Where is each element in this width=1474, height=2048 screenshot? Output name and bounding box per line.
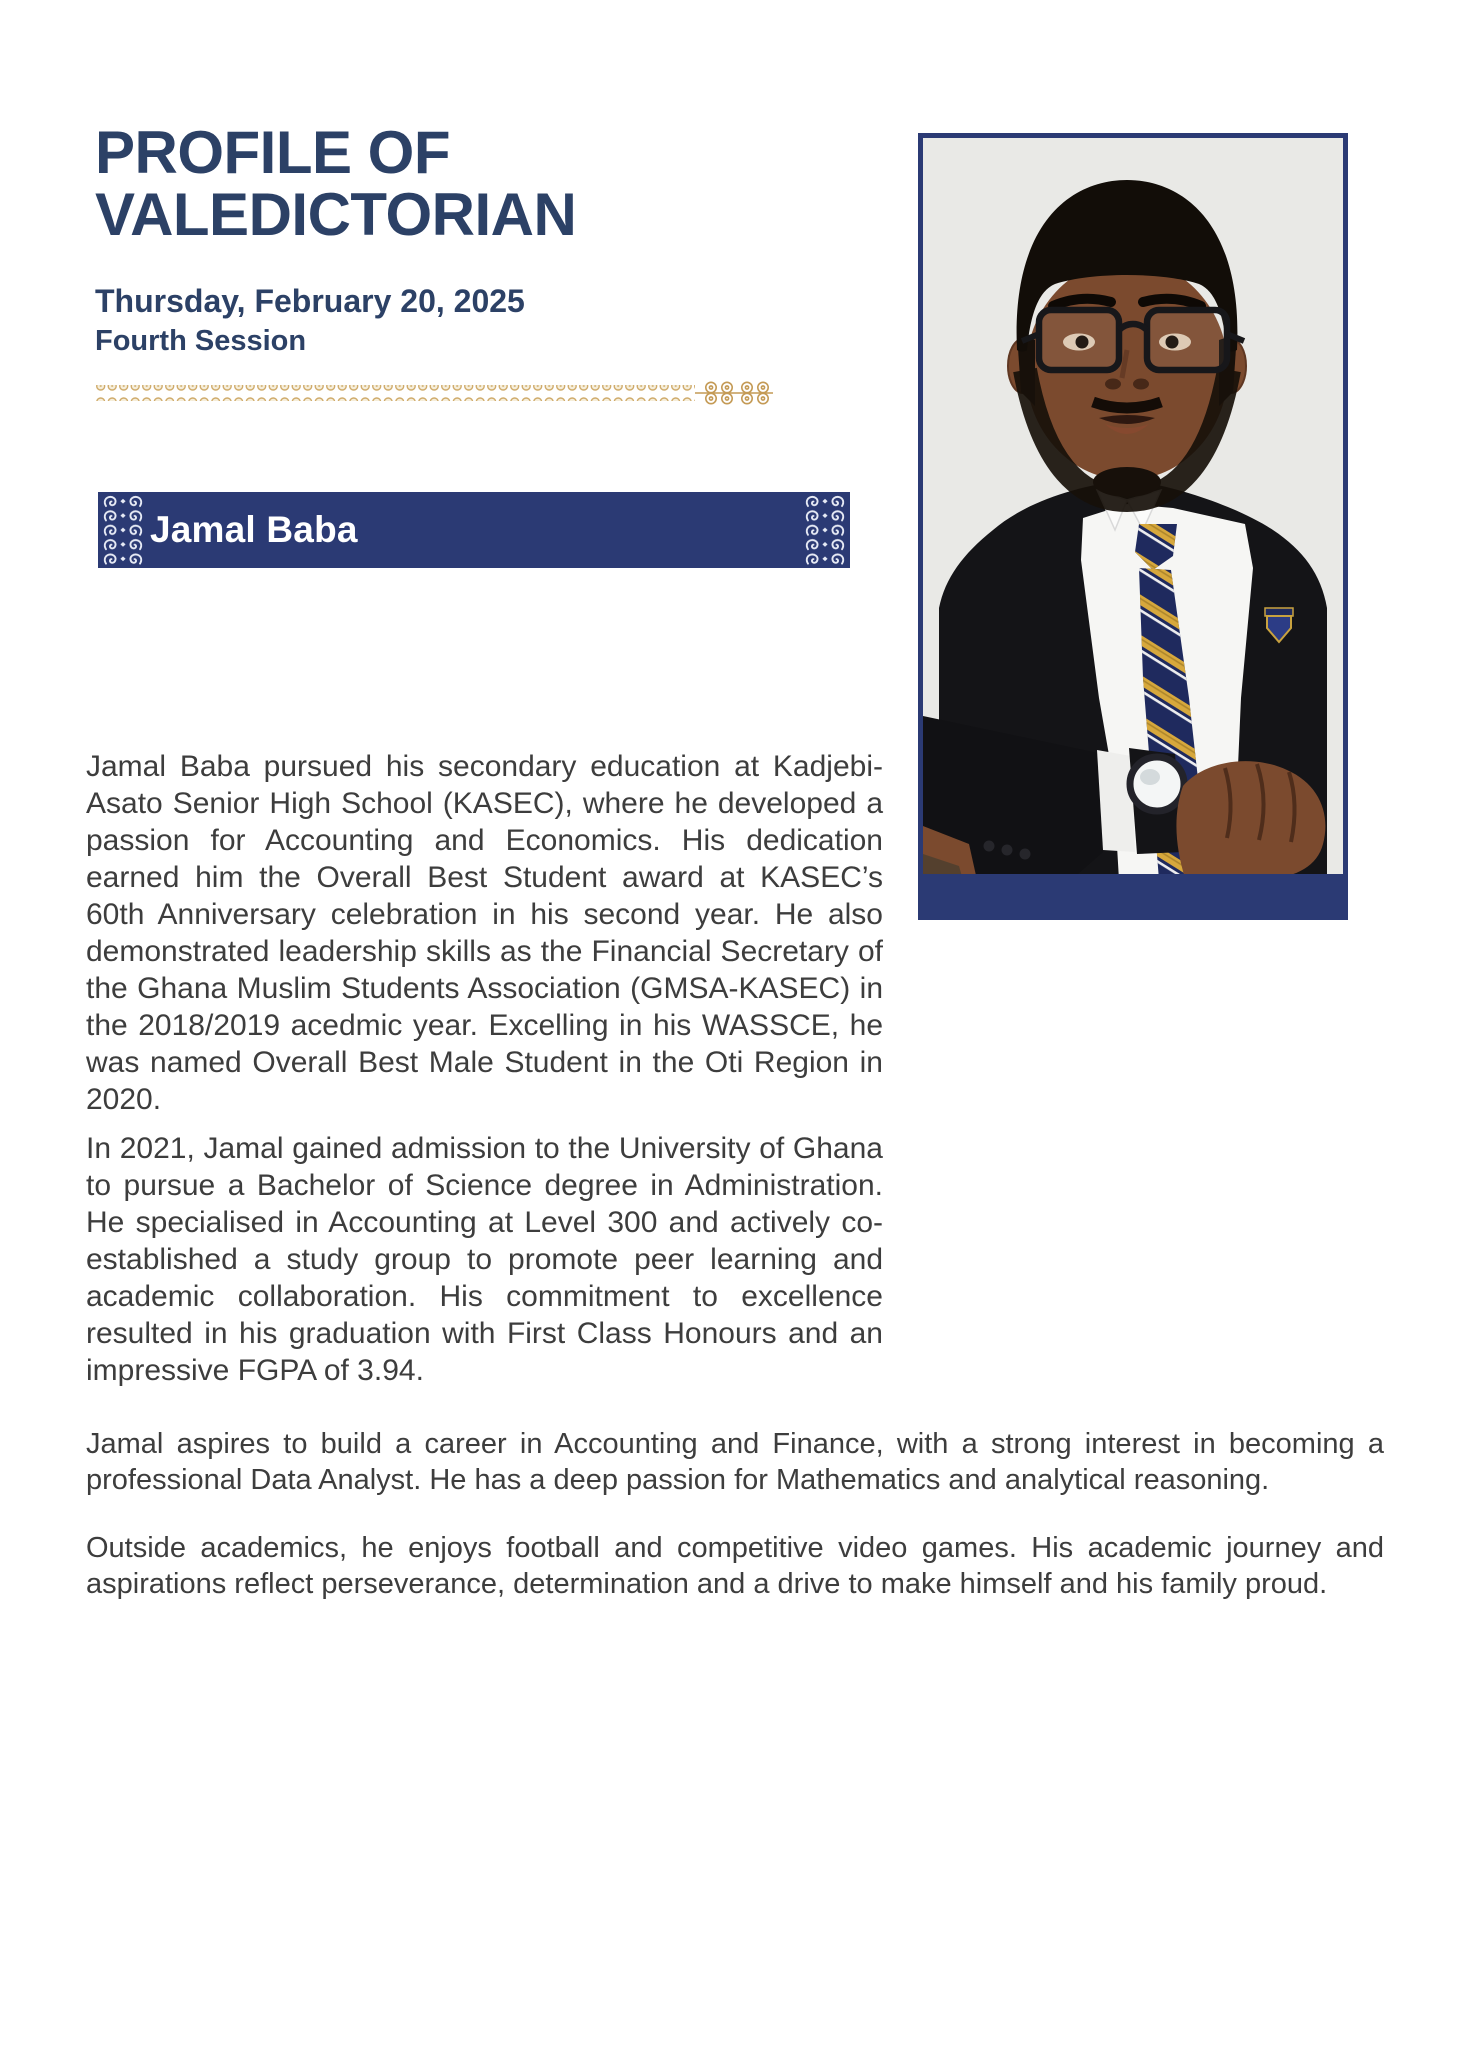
portrait-illustration xyxy=(923,138,1343,915)
session-label: Fourth Session xyxy=(95,325,307,357)
valedictorian-name: Jamal Baba xyxy=(150,509,358,550)
name-banner xyxy=(98,492,850,568)
portrait-head xyxy=(1008,180,1246,500)
profile-paragraph-1: Jamal Baba pursued his secondary education at Kadjebi-Asato Senior High School (KASEC), where he developed a passion for Accounting and Economics. His dedication earned him the Overall Best Student award at KASEC’s 60th Anniversary celebration in his second year. He also demonstrated leadership skills as the Financial Secretary of the Ghana Muslim Students Association (GMSA-KASEC) in the 2018/2019 acedmic year. Excelling in his WASSCE, he was named Overall Best Male Student in the Oti Region in 2020. xyxy=(86,750,883,1116)
page-title xyxy=(95,119,577,248)
wristwatch-icon xyxy=(1130,757,1184,811)
divider-flourish-icon xyxy=(695,382,773,403)
photo-bottom-bar xyxy=(923,874,1343,915)
profile-paragraph-2: In 2021, Jamal gained admission to the University of Ghana to pursue a Bachelor of Science degree in Administration. He specialised in Accounting at Level 300 and actively co-established a study group to promote peer learning and academic collaboration. His commitment to excellence resulted in his graduation with First Class Honours and an impressive FGPA of 3.94. xyxy=(86,1132,883,1387)
valedictorian-photo xyxy=(918,133,1348,920)
page-title-line-1: PROFILE OF xyxy=(95,119,450,186)
banner-ornament-right-icon xyxy=(803,494,847,566)
divider-ornament xyxy=(95,378,773,408)
banner-ornament-left-icon xyxy=(101,494,145,566)
profile-paragraph-4: Outside academics, he enjoys football and competitive video games. His academic journey and aspirations reflect perseverance, determination and a drive to make himself and his family proud. xyxy=(86,1532,1384,1600)
page-title-line-2: VALEDICTORIAN xyxy=(95,181,577,248)
section-divider xyxy=(95,378,773,408)
profile-paragraph-3: Jamal aspires to build a career in Accounting and Finance, with a strong interest in becoming a professional Data Analyst. He has a deep passion for Mathematics and analytical reasoning. xyxy=(86,1428,1384,1496)
divider-chain xyxy=(95,385,695,401)
event-date: Thursday, February 20, 2025 xyxy=(95,283,525,319)
